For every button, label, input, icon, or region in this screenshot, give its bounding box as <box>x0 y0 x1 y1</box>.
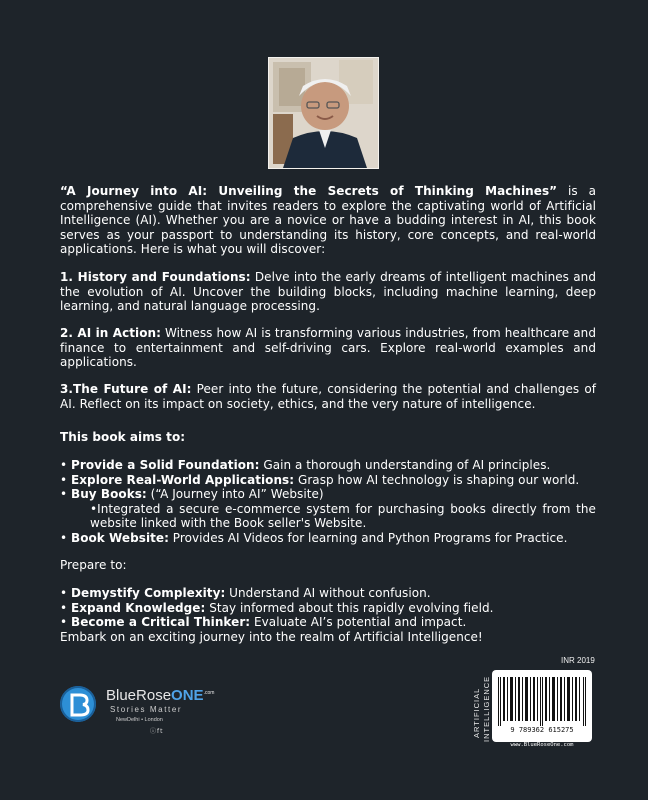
publisher-tagline: Stories Matter <box>110 705 183 714</box>
vertical-genre-label: ARTIFICIAL INTELLIGENCE <box>472 675 491 742</box>
price-label: INR 2019 <box>561 656 595 665</box>
section-future <box>60 382 596 411</box>
author-photo <box>268 57 379 169</box>
social-icons <box>150 726 164 735</box>
publisher-logo <box>58 683 218 743</box>
section-text: Witness how AI is transforming various industries, from healthcare and finance to entertainment and self-driving cars. Explore real-world examples and applications. <box>60 326 596 369</box>
intro-paragraph <box>60 184 596 257</box>
publisher-cities: NewDelhi • London <box>116 717 163 723</box>
twitter-icon: t <box>160 728 163 735</box>
section-heading: 3.The Future of AI: <box>60 382 192 396</box>
prepare-heading: Prepare to: <box>60 558 127 572</box>
prepare-list <box>60 586 596 644</box>
facebook-icon: f <box>157 728 160 735</box>
barcode-bars <box>498 677 586 726</box>
list-sub-item: •Integrated a secure e-commerce system for purchasing books directly from the website linked with the Book seller's Website. <box>90 501 596 530</box>
book-title: “A Journey into AI: Unveiling the Secrets of Thinking Machines” <box>60 184 558 198</box>
list-item: • Book Website: Provides AI Videos for learning and Python Programs for Practice. <box>60 530 568 545</box>
list-item: • Buy Books: (“A Journey into AI” Website) <box>60 487 324 501</box>
section-heading: 2. AI in Action: <box>60 326 161 340</box>
list-item: • Provide a Solid Foundation: Gain a thorough understanding of AI principles. <box>60 458 551 472</box>
list-item: • Explore Real-World Applications: Grasp how AI technology is shaping our world. <box>60 472 580 487</box>
closing-line: Embark on an exciting journey into the realm of Artificial Intelligence! <box>60 629 483 644</box>
isbn-number: 9 789362 615275 <box>510 726 574 734</box>
publisher-website: www.BlueRoseOne.com <box>510 742 574 748</box>
list-item: • Demystify Complexity: Understand AI without confusion. <box>60 586 431 600</box>
intro-text: is a comprehensive guide that invites readers to explore the captivating world of Artificial Intelligence (AI). Whether you are a novice or have a budding interest in AI, this book serves as your passport to understanding its history, core concepts, and real-world applications. Here is what you will discover: <box>60 184 596 256</box>
section-ai-in-action <box>60 326 596 370</box>
author-portrait-image <box>269 58 378 168</box>
publisher-name: BlueRoseONE$^{.com}$ <box>106 687 215 704</box>
aims-list <box>60 458 596 545</box>
section-history <box>60 270 596 314</box>
section-text: Delve into the early dreams of intelligent machines and the evolution of AI. Uncover the building blocks, including machine learning, deep learning, and natural language processing. <box>60 270 596 313</box>
bluerose-logo-icon <box>60 686 96 722</box>
section-heading: 1. History and Foundations: <box>60 270 251 284</box>
list-item: • Expand Knowledge: Stay informed about this rapidly evolving field. <box>60 600 494 615</box>
barcode <box>492 670 592 742</box>
aims-heading: This book aims to: <box>60 430 186 444</box>
section-text: Peer into the future, considering the potential and challenges of AI. Reflect on its impact on society, ethics, and the very nature of intelligence. <box>60 382 596 411</box>
list-item: • Become a Critical Thinker: Evaluate AI’s potential and impact. <box>60 615 467 629</box>
instagram-icon: ⓘ <box>150 728 157 735</box>
